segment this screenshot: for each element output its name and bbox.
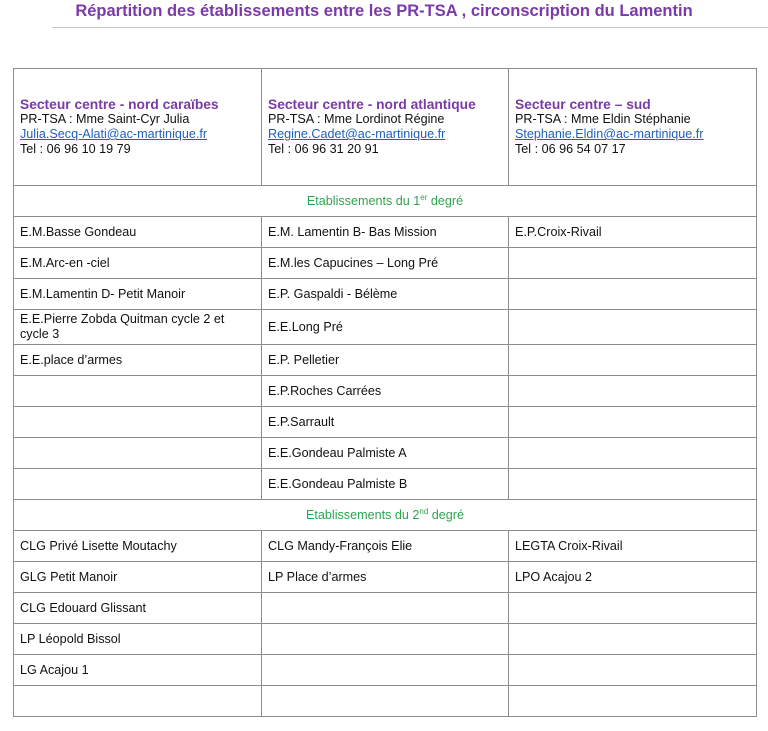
table-row — [14, 376, 757, 407]
establishment-cell: E.E.Pierre Zobda Quitman cycle 2 et cycle 3 — [14, 310, 262, 345]
degree2-band-ordinal: nd — [419, 506, 429, 516]
establishment-cell — [509, 279, 757, 310]
establishment-cell — [509, 376, 757, 407]
degree2-band-label: Etablissements du 2 — [305, 507, 420, 522]
establishment-cell — [14, 686, 262, 717]
establishment-cell — [509, 655, 757, 686]
sector-name: Secteur centre – sud — [515, 97, 651, 112]
establishment-cell: CLG Edouard Glissant — [14, 593, 262, 624]
sector-phone: Tel : 06 96 10 19 79 — [20, 142, 131, 156]
establishment-cell: E.E.Gondeau Palmiste A — [262, 438, 509, 469]
establishment-cell: LEGTA Croix-Rivail — [509, 531, 757, 562]
sector-email-link[interactable]: Stephanie.Eldin@ac-martinique.fr — [515, 127, 704, 141]
establishment-cell — [509, 310, 757, 345]
table-row — [14, 407, 757, 438]
establishment-cell — [262, 593, 509, 624]
establishment-cell — [509, 686, 757, 717]
degree1-band-row — [14, 186, 757, 217]
sector-cell-nord-caraibes — [14, 69, 262, 186]
degree1-band-suffix: degré — [427, 193, 464, 208]
sector-email-link[interactable]: Julia.Secq-Alati@ac-martinique.fr — [20, 127, 208, 141]
establishment-cell — [509, 407, 757, 438]
table-row — [14, 279, 757, 310]
table-row — [14, 686, 757, 717]
table-row — [14, 248, 757, 279]
table-row — [14, 469, 757, 500]
establishment-cell: LPO Acajou 2 — [509, 562, 757, 593]
establishment-cell: CLG Mandy-François Elie — [262, 531, 509, 562]
table-row — [14, 217, 757, 248]
sector-contact: PR-TSA : Mme Eldin Stéphanie — [515, 112, 691, 126]
establishment-cell — [509, 248, 757, 279]
establishment-cell: GLG Petit Manoir — [14, 562, 262, 593]
establishment-cell — [14, 407, 262, 438]
establishment-cell — [14, 469, 262, 500]
establishment-cell: E.M.Lamentin D- Petit Manoir — [14, 279, 262, 310]
establishment-cell: LP Place d’armes — [262, 562, 509, 593]
establishment-cell — [509, 345, 757, 376]
establishment-cell — [509, 624, 757, 655]
establishment-cell — [14, 438, 262, 469]
sector-cell-nord-atlantique — [262, 69, 509, 186]
sector-contact: PR-TSA : Mme Lordinot Régine — [268, 112, 445, 126]
establishment-cell: E.P.Roches Carrées — [262, 376, 509, 407]
degree2-band-row — [14, 500, 757, 531]
establishment-cell: E.E.Long Pré — [262, 310, 509, 345]
establishment-cell: E.P.Croix-Rivail — [509, 217, 757, 248]
establishment-cell: E.M.Arc-en -ciel — [14, 248, 262, 279]
establishment-cell: E.M.les Capucines – Long Pré — [262, 248, 509, 279]
establishment-cell — [509, 593, 757, 624]
sector-name: Secteur centre - nord atlantique — [268, 97, 476, 112]
establishment-cell — [509, 438, 757, 469]
degree2-band — [14, 500, 757, 531]
document-title: Répartition des établissements entre les PR-TSA , circonscription du Lamentin — [75, 2, 693, 20]
degree1-band-label: Etablissements du 1 — [306, 193, 421, 208]
establishments-table — [13, 68, 757, 717]
establishment-cell: E.M. Lamentin B- Bas Mission — [262, 217, 509, 248]
establishment-cell: E.P.Sarrault — [262, 407, 509, 438]
table-row — [14, 562, 757, 593]
establishment-cell — [509, 469, 757, 500]
table-row — [14, 531, 757, 562]
sector-name: Secteur centre - nord caraïbes — [20, 97, 219, 112]
table-row — [14, 593, 757, 624]
sector-header-row — [14, 69, 757, 186]
sector-contact: PR-TSA : Mme Saint-Cyr Julia — [20, 112, 190, 126]
establishment-cell: E.M.Basse Gondeau — [14, 217, 262, 248]
establishment-cell: E.E.Gondeau Palmiste B — [262, 469, 509, 500]
sector-cell-sud — [509, 69, 757, 186]
sector-email-link[interactable]: Regine.Cadet@ac-martinique.fr — [268, 127, 446, 141]
establishment-cell: CLG Privé Lisette Moutachy — [14, 531, 262, 562]
table-row — [14, 438, 757, 469]
table-row — [14, 624, 757, 655]
establishment-cell: E.P. Pelletier — [262, 345, 509, 376]
establishment-cell: E.P. Gaspaldi - Bélème — [262, 279, 509, 310]
sector-phone: Tel : 06 96 31 20 91 — [268, 142, 379, 156]
establishment-cell: LP Léopold Bissol — [14, 624, 262, 655]
establishment-cell — [262, 624, 509, 655]
table-row — [14, 310, 757, 345]
establishment-cell — [262, 686, 509, 717]
title-underline — [52, 27, 768, 28]
degree2-band-suffix: degré — [428, 507, 465, 522]
table-row — [14, 655, 757, 686]
establishment-cell: LG Acajou 1 — [14, 655, 262, 686]
establishment-cell: E.E.place d’armes — [14, 345, 262, 376]
degree1-band — [14, 186, 757, 217]
establishment-cell — [14, 376, 262, 407]
table-row — [14, 345, 757, 376]
degree1-band-ordinal: er — [420, 192, 428, 202]
sector-phone: Tel : 06 96 54 07 17 — [515, 142, 626, 156]
establishment-cell — [262, 655, 509, 686]
